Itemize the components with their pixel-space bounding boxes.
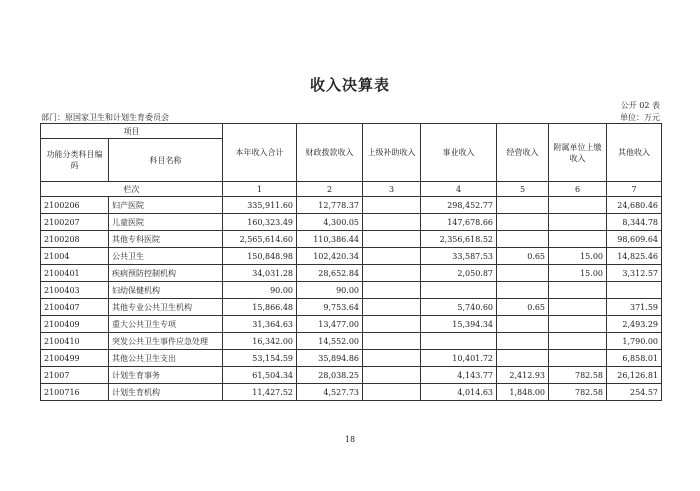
row-value: 15,394.34 — [421, 316, 497, 333]
table-row — [41, 214, 662, 231]
row-value: 2,565,614.60 — [223, 231, 297, 248]
row-value: 1,790.00 — [607, 333, 662, 350]
header-col-index: 栏次 — [41, 182, 223, 197]
row-value: 4,143.77 — [421, 367, 497, 384]
row-value — [421, 333, 497, 350]
row-value: 2,412.93 — [497, 367, 549, 384]
row-value — [497, 333, 549, 350]
row-name: 其他专业公共卫生机构 — [109, 299, 223, 316]
row-value: 782.58 — [549, 384, 607, 401]
header-subject-name: 科目名称 — [109, 139, 223, 182]
table-row — [41, 367, 662, 384]
row-value — [497, 231, 549, 248]
row-name: 其他公共卫生支出 — [109, 350, 223, 367]
row-value: 8,344.78 — [607, 214, 662, 231]
row-value: 4,527.73 — [297, 384, 363, 401]
row-name: 妇幼保健机构 — [109, 282, 223, 299]
row-code: 2100207 — [41, 214, 109, 231]
row-name: 妇产医院 — [109, 197, 223, 214]
row-value: 98,609.64 — [607, 231, 662, 248]
row-value — [363, 197, 421, 214]
row-value — [497, 350, 549, 367]
row-value: 15.00 — [549, 248, 607, 265]
row-value: 147,678.66 — [421, 214, 497, 231]
row-code: 21007 — [41, 367, 109, 384]
row-value: 28,652.84 — [297, 265, 363, 282]
header-item: 项目 — [41, 124, 223, 139]
row-value: 102,420.34 — [297, 248, 363, 265]
table-row — [41, 231, 662, 248]
header-col-6: 附属单位上缴收入 — [549, 124, 607, 182]
row-value — [497, 282, 549, 299]
row-value — [363, 384, 421, 401]
row-value: 26,126.81 — [607, 367, 662, 384]
row-value: 2,493.29 — [607, 316, 662, 333]
row-code: 2100407 — [41, 299, 109, 316]
form-code-label: 公开 02 表 — [620, 101, 660, 110]
row-value: 110,386.44 — [297, 231, 363, 248]
row-value: 14,552.00 — [297, 333, 363, 350]
row-value — [549, 350, 607, 367]
row-value — [549, 231, 607, 248]
row-value: 4,014.63 — [421, 384, 497, 401]
row-value: 150,848.98 — [223, 248, 297, 265]
row-value — [549, 299, 607, 316]
row-value: 24,680.46 — [607, 197, 662, 214]
row-value — [363, 350, 421, 367]
table-row — [41, 384, 662, 401]
row-value — [363, 367, 421, 384]
row-value — [421, 282, 497, 299]
row-name: 公共卫生 — [109, 248, 223, 265]
page-number: 18 — [344, 435, 356, 444]
table-row — [41, 265, 662, 282]
row-value: 90.00 — [297, 282, 363, 299]
row-value — [549, 197, 607, 214]
row-value: 0.65 — [497, 248, 549, 265]
row-value: 1,848.00 — [497, 384, 549, 401]
row-code: 2100208 — [41, 231, 109, 248]
department-label: 部门：原国家卫生和计划生育委员会 — [41, 113, 169, 122]
row-value: 254.57 — [607, 384, 662, 401]
row-value: 15,866.48 — [223, 299, 297, 316]
row-value: 12,778.37 — [297, 197, 363, 214]
row-value: 33,587.53 — [421, 248, 497, 265]
row-value — [607, 282, 662, 299]
index-2: 2 — [297, 182, 363, 197]
row-code: 21004 — [41, 248, 109, 265]
row-code: 2100716 — [41, 384, 109, 401]
index-3: 3 — [363, 182, 421, 197]
row-value — [497, 316, 549, 333]
table-row — [41, 299, 662, 316]
row-value: 6,858.01 — [607, 350, 662, 367]
table-row — [41, 350, 662, 367]
table-row — [41, 197, 662, 214]
row-value: 15.00 — [549, 265, 607, 282]
row-value — [497, 265, 549, 282]
row-code: 2100410 — [41, 333, 109, 350]
row-value — [549, 333, 607, 350]
index-4: 4 — [421, 182, 497, 197]
row-value: 298,452.77 — [421, 197, 497, 214]
row-value — [549, 282, 607, 299]
row-name: 疾病预防控制机构 — [109, 265, 223, 282]
header-col-4: 事业收入 — [421, 124, 497, 182]
row-value: 31,364.63 — [223, 316, 297, 333]
row-name: 计划生育事务 — [109, 367, 223, 384]
row-value: 90.00 — [223, 282, 297, 299]
row-value: 28,038.25 — [297, 367, 363, 384]
row-value: 5,740.60 — [421, 299, 497, 316]
header-col-7: 其他收入 — [607, 124, 662, 182]
row-code: 2100499 — [41, 350, 109, 367]
row-value — [549, 214, 607, 231]
row-code: 2100403 — [41, 282, 109, 299]
row-value: 2,050.87 — [421, 265, 497, 282]
row-value — [363, 248, 421, 265]
row-value: 16,342.00 — [223, 333, 297, 350]
row-value — [497, 197, 549, 214]
row-name: 突发公共卫生事件应急处理 — [109, 333, 223, 350]
row-value: 10,401.72 — [421, 350, 497, 367]
row-value: 11,427.52 — [223, 384, 297, 401]
row-value: 160,323.49 — [223, 214, 297, 231]
income-table — [40, 123, 662, 401]
table-row — [41, 282, 662, 299]
page-title: 收入决算表 — [309, 76, 390, 94]
row-value — [549, 316, 607, 333]
row-value: 53,154.59 — [223, 350, 297, 367]
header-col-5: 经营收入 — [497, 124, 549, 182]
table-row — [41, 316, 662, 333]
index-5: 5 — [497, 182, 549, 197]
header-col-3: 上级补助收入 — [363, 124, 421, 182]
header-func-code: 功能分类科目编码 — [41, 139, 109, 182]
row-value: 34,031.28 — [223, 265, 297, 282]
row-name: 其他专科医院 — [109, 231, 223, 248]
index-1: 1 — [223, 182, 297, 197]
row-value — [363, 282, 421, 299]
row-value — [363, 333, 421, 350]
row-value: 61,504.34 — [223, 367, 297, 384]
row-value: 371.59 — [607, 299, 662, 316]
row-value: 9,753.64 — [297, 299, 363, 316]
row-value — [363, 265, 421, 282]
row-value — [363, 299, 421, 316]
table-row — [41, 333, 662, 350]
index-7: 7 — [607, 182, 662, 197]
row-value: 0.65 — [497, 299, 549, 316]
row-code: 2100409 — [41, 316, 109, 333]
row-value: 3,312.57 — [607, 265, 662, 282]
row-name: 儿童医院 — [109, 214, 223, 231]
row-name: 计划生育机构 — [109, 384, 223, 401]
row-value: 14,825.46 — [607, 248, 662, 265]
table-row — [41, 248, 662, 265]
row-value: 13,477.00 — [297, 316, 363, 333]
row-code: 2100206 — [41, 197, 109, 214]
row-value — [363, 231, 421, 248]
row-value: 335,911.60 — [223, 197, 297, 214]
unit-label: 单位：万元 — [620, 113, 660, 122]
row-value: 4,300.05 — [297, 214, 363, 231]
header-col-1: 本年收入合计 — [223, 124, 297, 182]
row-value — [497, 214, 549, 231]
row-code: 2100401 — [41, 265, 109, 282]
header-col-2: 财政拨款收入 — [297, 124, 363, 182]
row-value: 2,356,618.52 — [421, 231, 497, 248]
row-name: 重大公共卫生专项 — [109, 316, 223, 333]
row-value: 35,894.86 — [297, 350, 363, 367]
row-value: 782.58 — [549, 367, 607, 384]
row-value — [363, 316, 421, 333]
row-value — [363, 214, 421, 231]
index-6: 6 — [549, 182, 607, 197]
